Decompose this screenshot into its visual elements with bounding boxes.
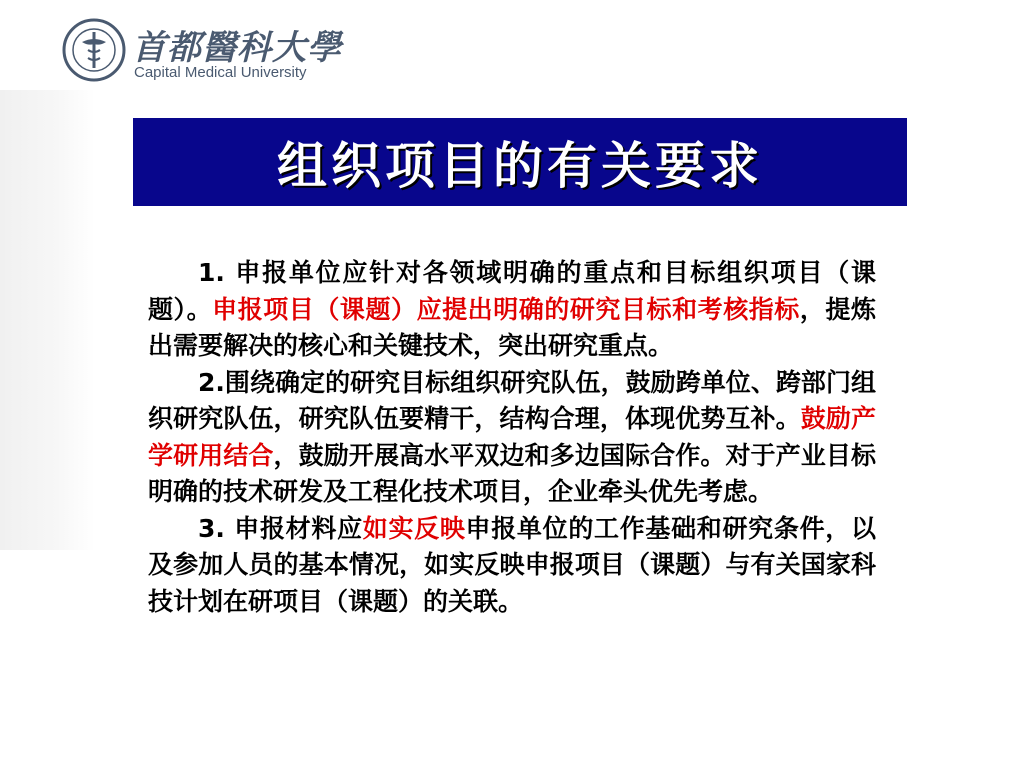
highlighted-text: 如实反映	[362, 513, 466, 543]
title-banner	[133, 118, 907, 206]
university-logo	[62, 18, 342, 84]
slide-body	[148, 255, 876, 620]
highlighted-text: 申报项目（课题）应提出明确的研究目标和考核指标	[212, 294, 800, 324]
text-segment: 2.围绕确定的研究目标组织研究队伍，鼓励跨单位、跨部门组织研究队伍，研究队伍要精干，结构合理，体现优势互补。	[148, 367, 876, 433]
text-segment: ，提炼出需要解决的核心和关键技术，突出研究重点。	[148, 294, 876, 360]
slide-title: 组织项目的有关要求	[277, 137, 763, 195]
university-seal-icon	[62, 18, 126, 82]
background-shade	[0, 90, 95, 550]
paragraph-2	[148, 365, 876, 511]
text-segment: ，鼓励开展高水平双边和多边国际合作。对于产业目标明确的技术研发及工程化技术项目，企业牵头优先考虑。	[148, 440, 876, 506]
text-segment: 1. 申报单位应针对各领域明确的重点和目标组织项目（课题）。	[148, 258, 876, 324]
university-name-cn: 首都醫科大學	[132, 28, 342, 68]
text-segment: 申报单位的工作基础和研究条件，以及参加人员的基本情况，如实反映申报项目（课题）与有关国家科技计划在研项目（课题）的关联。	[148, 513, 876, 616]
paragraph-3	[148, 511, 876, 621]
paragraph-1	[148, 255, 876, 365]
university-name-en: Capital Medical University	[134, 64, 307, 81]
text-segment: 3. 申报材料应	[198, 513, 363, 543]
highlighted-text: 鼓励产学研用结合	[148, 404, 876, 470]
